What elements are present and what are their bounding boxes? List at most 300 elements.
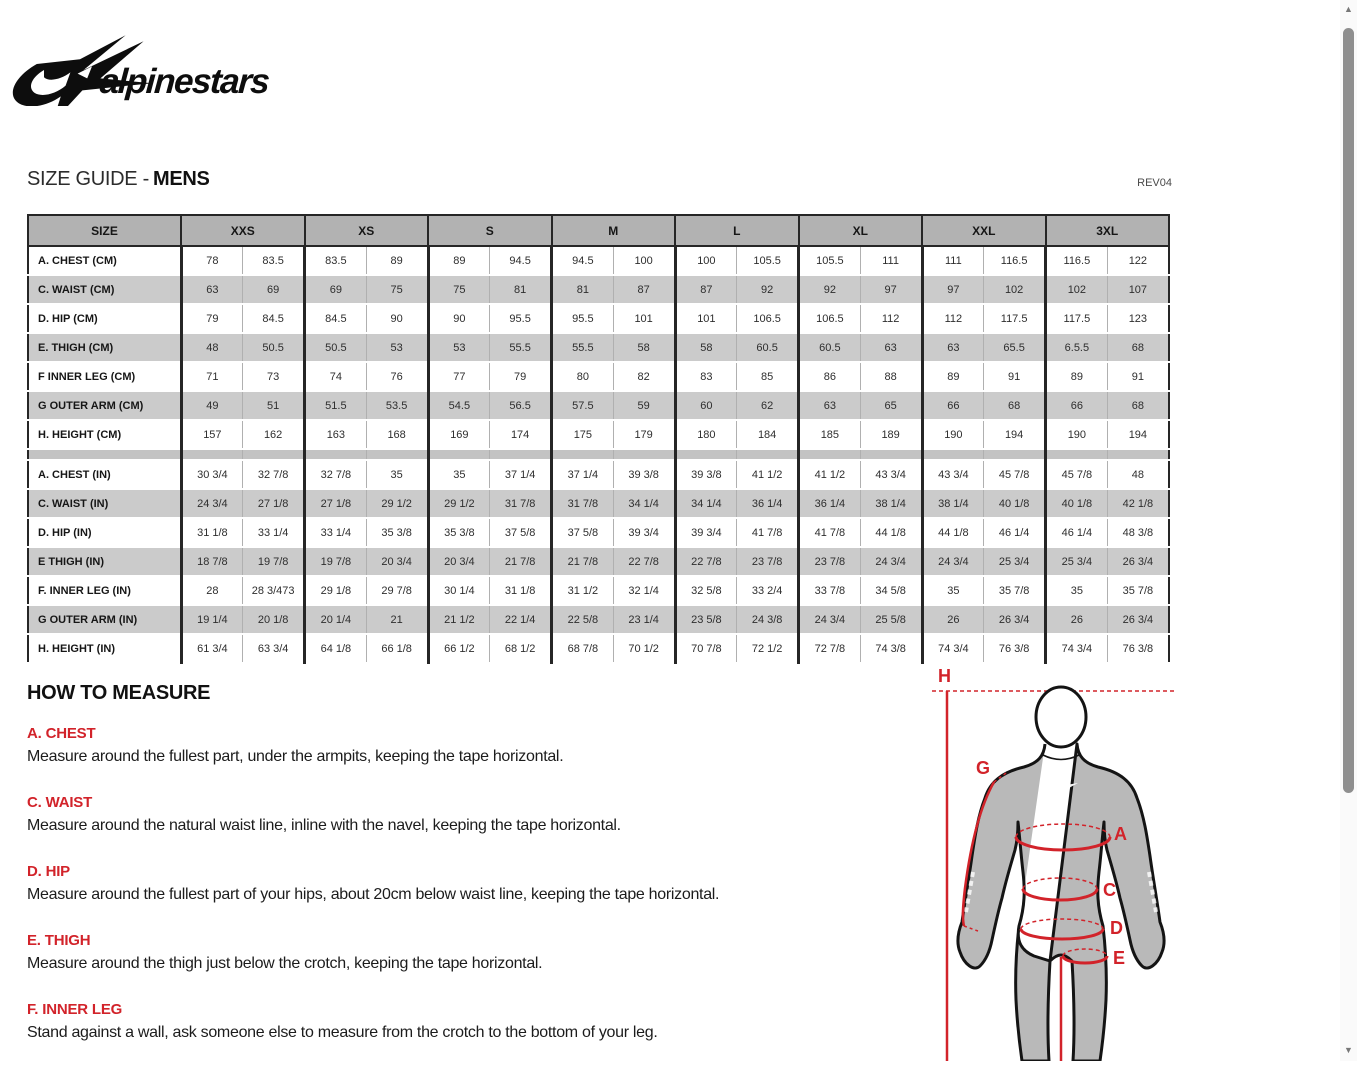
measure-heading: E. THIGH — [27, 932, 91, 949]
value-cell: 190 — [922, 420, 984, 449]
measure-section-inner-leg — [27, 1001, 907, 1042]
value-cell: 194 — [1107, 420, 1169, 449]
value-cell: 23 7/8 — [799, 547, 861, 576]
value-cell: 87 — [613, 275, 675, 304]
row-label: C. WAIST (IN) — [28, 489, 181, 518]
value-cell: 95.5 — [490, 304, 552, 333]
measure-section-chest — [27, 725, 907, 766]
value-cell: 72 7/8 — [799, 634, 861, 663]
value-cell: 41 1/2 — [799, 460, 861, 489]
table-row — [28, 333, 1169, 362]
value-cell: 88 — [860, 362, 922, 391]
separator-cell — [1107, 449, 1169, 460]
separator-cell — [490, 449, 552, 460]
value-cell: 175 — [552, 420, 614, 449]
value-cell: 50.5 — [305, 333, 367, 362]
size-table-container — [27, 214, 1170, 664]
value-cell: 39 3/4 — [613, 518, 675, 547]
column-header-xxl: XXL — [922, 215, 1046, 246]
value-cell: 39 3/4 — [675, 518, 737, 547]
value-cell: 34 1/4 — [675, 489, 737, 518]
value-cell: 6.5.5 — [1046, 333, 1108, 362]
value-cell: 21 7/8 — [552, 547, 614, 576]
table-row — [28, 489, 1169, 518]
value-cell: 45 7/8 — [984, 460, 1046, 489]
value-cell: 23 1/4 — [613, 605, 675, 634]
value-cell: 116.5 — [1046, 246, 1108, 275]
value-cell: 30 3/4 — [181, 460, 243, 489]
value-cell: 68 — [1107, 391, 1169, 420]
value-cell: 68 7/8 — [552, 634, 614, 663]
value-cell: 87 — [675, 275, 737, 304]
separator-cell — [1046, 449, 1108, 460]
value-cell: 74 3/4 — [1046, 634, 1108, 663]
value-cell: 34 5/8 — [860, 576, 922, 605]
value-cell: 42 1/8 — [1107, 489, 1169, 518]
measure-section-waist — [27, 794, 907, 835]
measure-text: Stand against a wall, ask someone else to measure from the crotch to the bottom of your leg. — [27, 1024, 658, 1041]
value-cell: 111 — [922, 246, 984, 275]
separator-cell — [984, 449, 1046, 460]
value-cell: 117.5 — [984, 304, 1046, 333]
value-cell: 28 3/473 — [243, 576, 305, 605]
row-label: D. HIP (IN) — [28, 518, 181, 547]
value-cell: 22 7/8 — [613, 547, 675, 576]
separator-cell — [799, 449, 861, 460]
value-cell: 85 — [737, 362, 799, 391]
column-header-3xl: 3XL — [1046, 215, 1170, 246]
measure-text: Measure around the fullest part of your hips, about 20cm below waist line, keeping the tape horizontal. — [27, 886, 720, 903]
value-cell: 29 1/8 — [305, 576, 367, 605]
table-row — [28, 634, 1169, 663]
value-cell: 94.5 — [552, 246, 614, 275]
value-cell: 84.5 — [243, 304, 305, 333]
value-cell: 107 — [1107, 275, 1169, 304]
value-cell: 38 1/4 — [860, 489, 922, 518]
value-cell: 50.5 — [243, 333, 305, 362]
value-cell: 66 1/8 — [366, 634, 428, 663]
value-cell: 28 — [181, 576, 243, 605]
table-row — [28, 518, 1169, 547]
separator-cell — [922, 449, 984, 460]
value-cell: 78 — [181, 246, 243, 275]
value-cell: 94.5 — [490, 246, 552, 275]
how-to-measure-section — [27, 682, 907, 1070]
measure-text: Measure around the thigh just below the crotch, keeping the tape horizontal. — [27, 955, 543, 972]
value-cell: 83.5 — [243, 246, 305, 275]
value-cell: 70 1/2 — [613, 634, 675, 663]
measure-section-hip — [27, 863, 907, 904]
row-label: E. THIGH (CM) — [28, 333, 181, 362]
value-cell: 189 — [860, 420, 922, 449]
separator-cell — [28, 449, 181, 460]
value-cell: 69 — [243, 275, 305, 304]
value-cell: 90 — [428, 304, 490, 333]
value-cell: 194 — [984, 420, 1046, 449]
table-row — [28, 362, 1169, 391]
alpinestars-wordmark: alpinestars — [98, 62, 270, 101]
value-cell: 91 — [1107, 362, 1169, 391]
value-cell: 51 — [243, 391, 305, 420]
separator-cell — [613, 449, 675, 460]
value-cell: 37 1/4 — [490, 460, 552, 489]
value-cell: 101 — [613, 304, 675, 333]
value-cell: 22 5/8 — [552, 605, 614, 634]
separator-cell — [243, 449, 305, 460]
label-thigh: E — [1113, 948, 1126, 968]
value-cell: 19 1/4 — [181, 605, 243, 634]
value-cell: 76 — [366, 362, 428, 391]
scroll-down-icon[interactable]: ▼ — [1344, 1045, 1353, 1055]
page-title-emphasis: MENS — [152, 168, 210, 190]
value-cell: 60 — [675, 391, 737, 420]
value-cell: 174 — [490, 420, 552, 449]
value-cell: 168 — [366, 420, 428, 449]
value-cell: 169 — [428, 420, 490, 449]
value-cell: 185 — [799, 420, 861, 449]
value-cell: 37 5/8 — [490, 518, 552, 547]
value-cell: 48 — [1107, 460, 1169, 489]
separator-cell — [181, 449, 243, 460]
value-cell: 179 — [613, 420, 675, 449]
value-cell: 38 1/4 — [922, 489, 984, 518]
page-title — [27, 168, 210, 191]
value-cell: 69 — [305, 275, 367, 304]
value-cell: 25 3/4 — [984, 547, 1046, 576]
column-header-s: S — [428, 215, 552, 246]
value-cell: 21 7/8 — [490, 547, 552, 576]
value-cell: 66 1/2 — [428, 634, 490, 663]
value-cell: 65.5 — [984, 333, 1046, 362]
value-cell: 51.5 — [305, 391, 367, 420]
table-row — [28, 304, 1169, 333]
value-cell: 27 1/8 — [305, 489, 367, 518]
value-cell: 157 — [181, 420, 243, 449]
value-cell: 74 3/8 — [860, 634, 922, 663]
value-cell: 72 1/2 — [737, 634, 799, 663]
row-label: G OUTER ARM (CM) — [28, 391, 181, 420]
value-cell: 35 3/8 — [366, 518, 428, 547]
size-table-header-row — [28, 215, 1169, 246]
value-cell: 75 — [428, 275, 490, 304]
value-cell: 102 — [984, 275, 1046, 304]
value-cell: 63 3/4 — [243, 634, 305, 663]
value-cell: 105.5 — [737, 246, 799, 275]
value-cell: 24 3/4 — [860, 547, 922, 576]
value-cell: 76 3/8 — [1107, 634, 1169, 663]
value-cell: 19 7/8 — [243, 547, 305, 576]
separator-cell — [366, 449, 428, 460]
alpinestars-logo — [8, 34, 308, 106]
value-cell: 33 1/4 — [305, 518, 367, 547]
value-cell: 106.5 — [799, 304, 861, 333]
table-row — [28, 605, 1169, 634]
row-label: F. INNER LEG (IN) — [28, 576, 181, 605]
value-cell: 86 — [799, 362, 861, 391]
size-table — [27, 214, 1170, 664]
value-cell: 92 — [799, 275, 861, 304]
column-header-size: SIZE — [28, 215, 181, 246]
value-cell: 33 1/4 — [243, 518, 305, 547]
value-cell: 27 1/8 — [243, 489, 305, 518]
separator-cell — [428, 449, 490, 460]
value-cell: 70 7/8 — [675, 634, 737, 663]
value-cell: 66 — [1046, 391, 1108, 420]
measurement-diagram — [918, 660, 1180, 1061]
value-cell: 180 — [675, 420, 737, 449]
value-cell: 48 3/8 — [1107, 518, 1169, 547]
value-cell: 23 5/8 — [675, 605, 737, 634]
value-cell: 48 — [181, 333, 243, 362]
separator-cell — [552, 449, 614, 460]
value-cell: 74 — [305, 362, 367, 391]
value-cell: 100 — [613, 246, 675, 275]
value-cell: 26 — [1046, 605, 1108, 634]
measure-heading: D. HIP — [27, 863, 70, 880]
value-cell: 49 — [181, 391, 243, 420]
value-cell: 46 1/4 — [1046, 518, 1108, 547]
row-label: H. HEIGHT (IN) — [28, 634, 181, 663]
separator-cell — [860, 449, 922, 460]
label-chest: A — [1114, 824, 1127, 844]
value-cell: 34 1/4 — [613, 489, 675, 518]
value-cell: 57.5 — [552, 391, 614, 420]
column-header-xl: XL — [799, 215, 923, 246]
value-cell: 24 3/8 — [737, 605, 799, 634]
value-cell: 53 — [366, 333, 428, 362]
scrollbar-thumb[interactable] — [1343, 28, 1354, 793]
label-waist: C — [1103, 880, 1116, 900]
value-cell: 64 1/8 — [305, 634, 367, 663]
value-cell: 60.5 — [737, 333, 799, 362]
value-cell: 97 — [922, 275, 984, 304]
value-cell: 33 2/4 — [737, 576, 799, 605]
value-cell: 101 — [675, 304, 737, 333]
value-cell: 55.5 — [552, 333, 614, 362]
value-cell: 24 3/4 — [181, 489, 243, 518]
value-cell: 39 3/8 — [613, 460, 675, 489]
value-cell: 77 — [428, 362, 490, 391]
value-cell: 105.5 — [799, 246, 861, 275]
value-cell: 112 — [860, 304, 922, 333]
value-cell: 73 — [243, 362, 305, 391]
row-label: H. HEIGHT (CM) — [28, 420, 181, 449]
value-cell: 71 — [181, 362, 243, 391]
value-cell: 79 — [181, 304, 243, 333]
value-cell: 25 3/4 — [1046, 547, 1108, 576]
table-row — [28, 576, 1169, 605]
value-cell: 25 5/8 — [860, 605, 922, 634]
value-cell: 90 — [366, 304, 428, 333]
value-cell: 30 1/4 — [428, 576, 490, 605]
value-cell: 63 — [799, 391, 861, 420]
value-cell: 26 — [922, 605, 984, 634]
value-cell: 55.5 — [490, 333, 552, 362]
value-cell: 33 7/8 — [799, 576, 861, 605]
separator-cell — [737, 449, 799, 460]
value-cell: 41 7/8 — [799, 518, 861, 547]
value-cell: 89 — [1046, 362, 1108, 391]
value-cell: 31 7/8 — [490, 489, 552, 518]
table-row — [28, 460, 1169, 489]
value-cell: 20 1/4 — [305, 605, 367, 634]
value-cell: 22 7/8 — [675, 547, 737, 576]
scroll-up-icon[interactable]: ▲ — [1344, 4, 1353, 14]
revision-label: REV04 — [1137, 177, 1172, 189]
value-cell: 63 — [922, 333, 984, 362]
table-row — [28, 547, 1169, 576]
value-cell: 35 — [1046, 576, 1108, 605]
table-row — [28, 420, 1169, 449]
value-cell: 24 3/4 — [799, 605, 861, 634]
value-cell: 81 — [490, 275, 552, 304]
measure-section-thigh — [27, 932, 907, 973]
label-height: H — [938, 666, 951, 686]
vertical-scrollbar[interactable] — [1340, 0, 1357, 1061]
value-cell: 23 7/8 — [737, 547, 799, 576]
value-cell: 100 — [675, 246, 737, 275]
table-row — [28, 391, 1169, 420]
titlebar — [27, 168, 1172, 191]
value-cell: 22 1/4 — [490, 605, 552, 634]
value-cell: 37 5/8 — [552, 518, 614, 547]
value-cell: 36 1/4 — [799, 489, 861, 518]
value-cell: 83 — [675, 362, 737, 391]
row-label: C. WAIST (CM) — [28, 275, 181, 304]
column-header-l: L — [675, 215, 799, 246]
row-label: A. CHEST (IN) — [28, 460, 181, 489]
unit-separator-row — [28, 449, 1169, 460]
value-cell: 97 — [860, 275, 922, 304]
table-row — [28, 246, 1169, 275]
value-cell: 32 5/8 — [675, 576, 737, 605]
value-cell: 122 — [1107, 246, 1169, 275]
row-label: F INNER LEG (CM) — [28, 362, 181, 391]
value-cell: 82 — [613, 362, 675, 391]
table-row — [28, 275, 1169, 304]
row-label: D. HIP (CM) — [28, 304, 181, 333]
value-cell: 53.5 — [366, 391, 428, 420]
value-cell: 61 3/4 — [181, 634, 243, 663]
value-cell: 112 — [922, 304, 984, 333]
value-cell: 162 — [243, 420, 305, 449]
value-cell: 84.5 — [305, 304, 367, 333]
value-cell: 32 7/8 — [305, 460, 367, 489]
value-cell: 46 1/4 — [984, 518, 1046, 547]
value-cell: 184 — [737, 420, 799, 449]
value-cell: 59 — [613, 391, 675, 420]
value-cell: 63 — [860, 333, 922, 362]
value-cell: 18 7/8 — [181, 547, 243, 576]
value-cell: 39 3/8 — [675, 460, 737, 489]
value-cell: 29 1/2 — [366, 489, 428, 518]
value-cell: 58 — [613, 333, 675, 362]
collar-line — [1043, 755, 1079, 760]
value-cell: 31 1/8 — [181, 518, 243, 547]
value-cell: 20 3/4 — [366, 547, 428, 576]
value-cell: 56.5 — [490, 391, 552, 420]
value-cell: 29 1/2 — [428, 489, 490, 518]
head-outline — [1036, 687, 1086, 747]
value-cell: 43 3/4 — [922, 460, 984, 489]
value-cell: 163 — [305, 420, 367, 449]
label-hip: D — [1110, 918, 1123, 938]
value-cell: 68 1/2 — [490, 634, 552, 663]
value-cell: 123 — [1107, 304, 1169, 333]
value-cell: 89 — [922, 362, 984, 391]
value-cell: 21 — [366, 605, 428, 634]
value-cell: 32 7/8 — [243, 460, 305, 489]
value-cell: 41 7/8 — [737, 518, 799, 547]
value-cell: 95.5 — [552, 304, 614, 333]
value-cell: 31 1/2 — [552, 576, 614, 605]
value-cell: 89 — [428, 246, 490, 275]
value-cell: 83.5 — [305, 246, 367, 275]
value-cell: 63 — [181, 275, 243, 304]
value-cell: 54.5 — [428, 391, 490, 420]
value-cell: 20 1/8 — [243, 605, 305, 634]
value-cell: 89 — [366, 246, 428, 275]
value-cell: 60.5 — [799, 333, 861, 362]
value-cell: 41 1/2 — [737, 460, 799, 489]
value-cell: 35 — [922, 576, 984, 605]
value-cell: 68 — [1107, 333, 1169, 362]
value-cell: 35 7/8 — [1107, 576, 1169, 605]
label-outer-arm: G — [976, 758, 991, 778]
value-cell: 21 1/2 — [428, 605, 490, 634]
value-cell: 102 — [1046, 275, 1108, 304]
value-cell: 68 — [984, 391, 1046, 420]
value-cell: 24 3/4 — [922, 547, 984, 576]
value-cell: 117.5 — [1046, 304, 1108, 333]
value-cell: 35 — [366, 460, 428, 489]
value-cell: 35 7/8 — [984, 576, 1046, 605]
row-label: A. CHEST (CM) — [28, 246, 181, 275]
column-header-xs: XS — [305, 215, 429, 246]
value-cell: 44 1/8 — [922, 518, 984, 547]
column-header-xxs: XXS — [181, 215, 305, 246]
value-cell: 36 1/4 — [737, 489, 799, 518]
value-cell: 20 3/4 — [428, 547, 490, 576]
value-cell: 106.5 — [737, 304, 799, 333]
value-cell: 80 — [552, 362, 614, 391]
value-cell: 32 1/4 — [613, 576, 675, 605]
value-cell: 58 — [675, 333, 737, 362]
measure-text: Measure around the fullest part, under the armpits, keeping the tape horizontal. — [27, 748, 564, 765]
measure-text: Measure around the natural waist line, inline with the navel, keeping the tape horizontal. — [27, 817, 621, 834]
value-cell: 40 1/8 — [1046, 489, 1108, 518]
value-cell: 26 3/4 — [984, 605, 1046, 634]
value-cell: 35 3/8 — [428, 518, 490, 547]
measure-heading: F. INNER LEG — [27, 1001, 123, 1018]
value-cell: 37 1/4 — [552, 460, 614, 489]
row-label: E THIGH (IN) — [28, 547, 181, 576]
value-cell: 40 1/8 — [984, 489, 1046, 518]
value-cell: 74 3/4 — [922, 634, 984, 663]
value-cell: 44 1/8 — [860, 518, 922, 547]
value-cell: 76 3/8 — [984, 634, 1046, 663]
value-cell: 111 — [860, 246, 922, 275]
measure-heading: C. WAIST — [27, 794, 93, 811]
value-cell: 62 — [737, 391, 799, 420]
value-cell: 53 — [428, 333, 490, 362]
value-cell: 19 7/8 — [305, 547, 367, 576]
value-cell: 31 7/8 — [552, 489, 614, 518]
value-cell: 31 1/8 — [490, 576, 552, 605]
separator-cell — [305, 449, 367, 460]
page-title-prefix: SIZE GUIDE - — [27, 168, 149, 190]
value-cell: 26 3/4 — [1107, 605, 1169, 634]
